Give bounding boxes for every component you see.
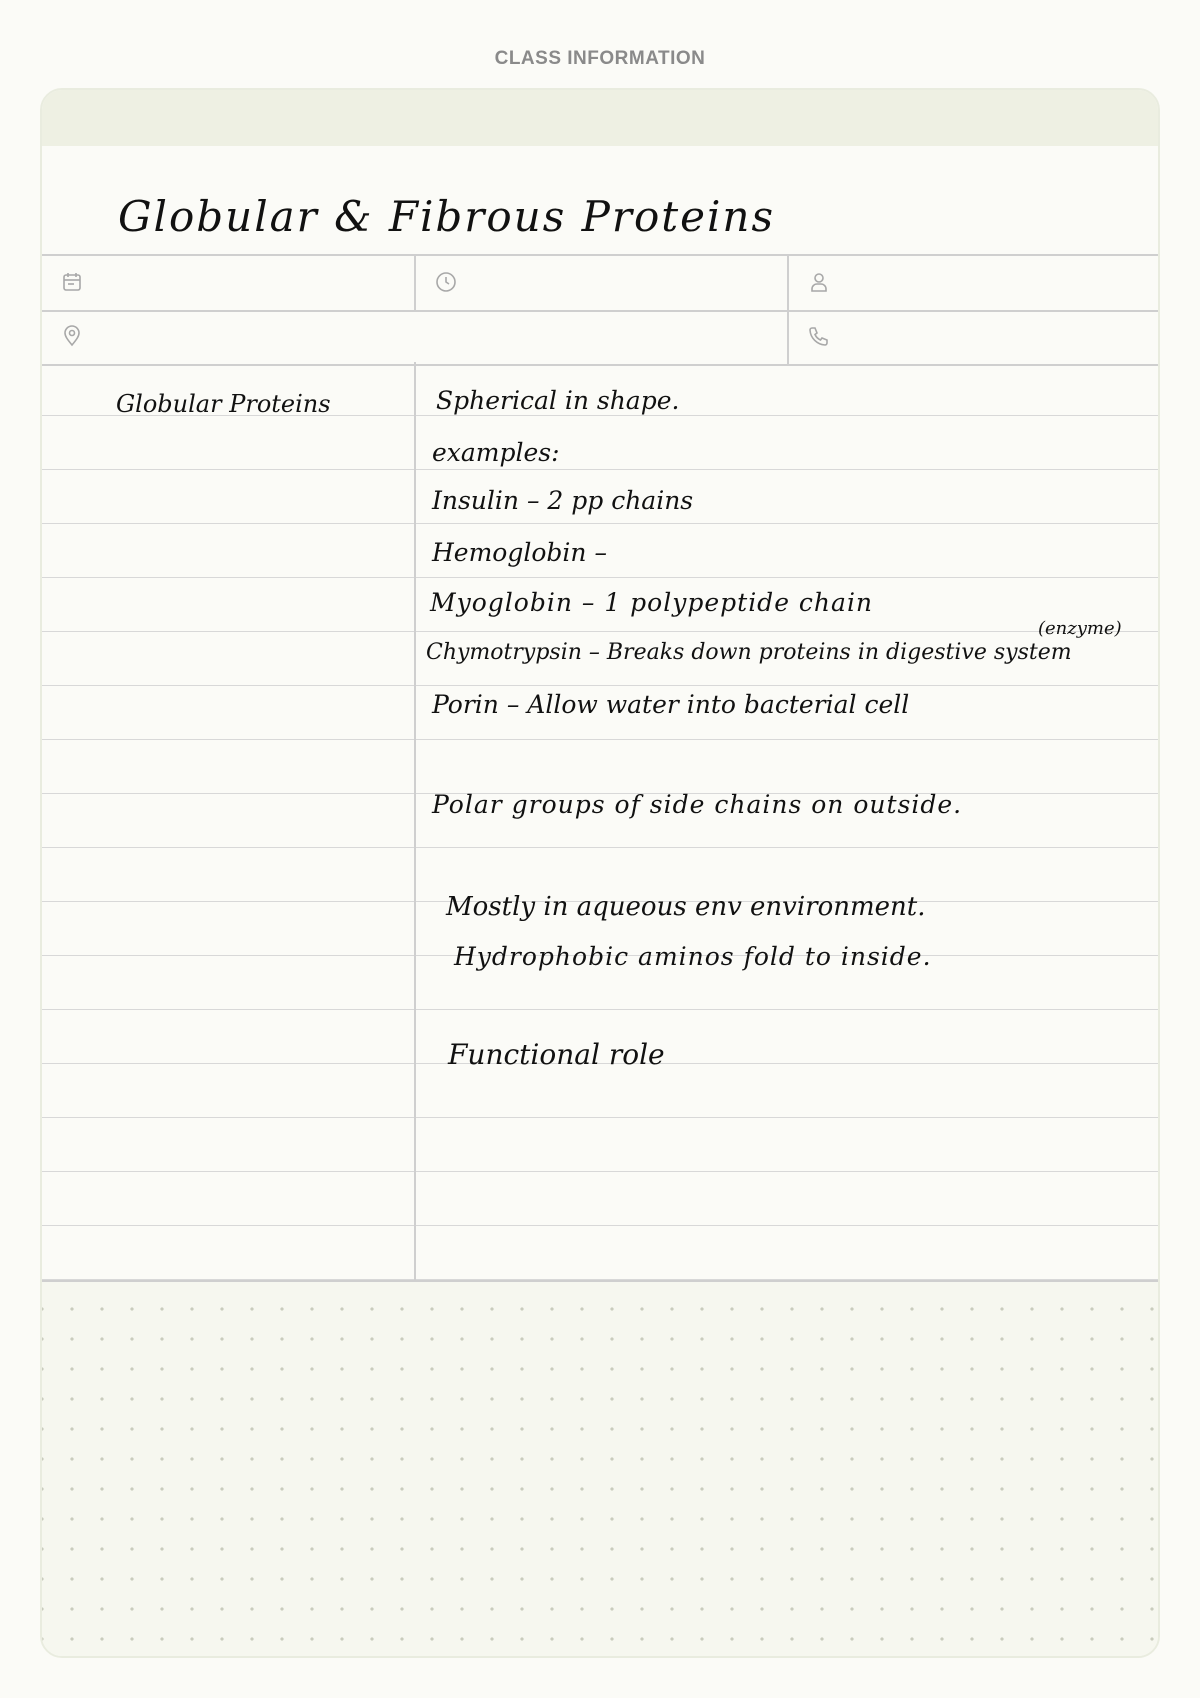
dot-grid-area[interactable] [42, 1280, 1158, 1658]
cue-text: Globular Proteins [116, 390, 331, 418]
note-line: Functional role [448, 1038, 665, 1071]
cue-column-divider [414, 362, 416, 1280]
card-header-band [42, 90, 1158, 146]
note-card [40, 88, 1160, 1658]
note-line: examples: [432, 438, 560, 467]
info-row-2 [42, 310, 1158, 366]
note-line: Spherical in shape. [436, 386, 680, 415]
date-field[interactable] [42, 256, 416, 310]
note-line: Insulin – 2 pp chains [432, 486, 694, 515]
note-line: Hydrophobic aminos fold to inside. [454, 942, 932, 971]
note-line: Mostly in aqueous env environment. [446, 892, 926, 922]
phone-field[interactable] [789, 310, 1160, 364]
time-field[interactable] [416, 256, 789, 310]
note-line: Myoglobin – 1 polypeptide chain [430, 588, 874, 617]
clock-icon [434, 270, 458, 294]
info-table [42, 254, 1158, 364]
note-annotation: (enzyme) [1038, 618, 1122, 639]
location-field[interactable] [42, 310, 789, 364]
phone-icon [807, 324, 831, 348]
note-line: Polar groups of side chains on outside. [432, 790, 963, 819]
note-line: Hemoglobin – [432, 538, 607, 567]
page-header: CLASS INFORMATION [494, 48, 706, 69]
info-row-1 [42, 256, 1158, 312]
note-line: Chymotrypsin – Breaks down proteins in digestive system [426, 640, 1072, 665]
person-field[interactable] [789, 256, 1160, 310]
note-title: Globular & Fibrous Proteins [118, 192, 776, 241]
location-pin-icon [60, 324, 84, 348]
title-area[interactable] [42, 146, 1158, 254]
notes-area[interactable] [42, 362, 1158, 1280]
person-icon [807, 270, 831, 294]
note-line: Porin – Allow water into bacterial cell [432, 690, 910, 719]
calendar-icon [60, 270, 84, 294]
